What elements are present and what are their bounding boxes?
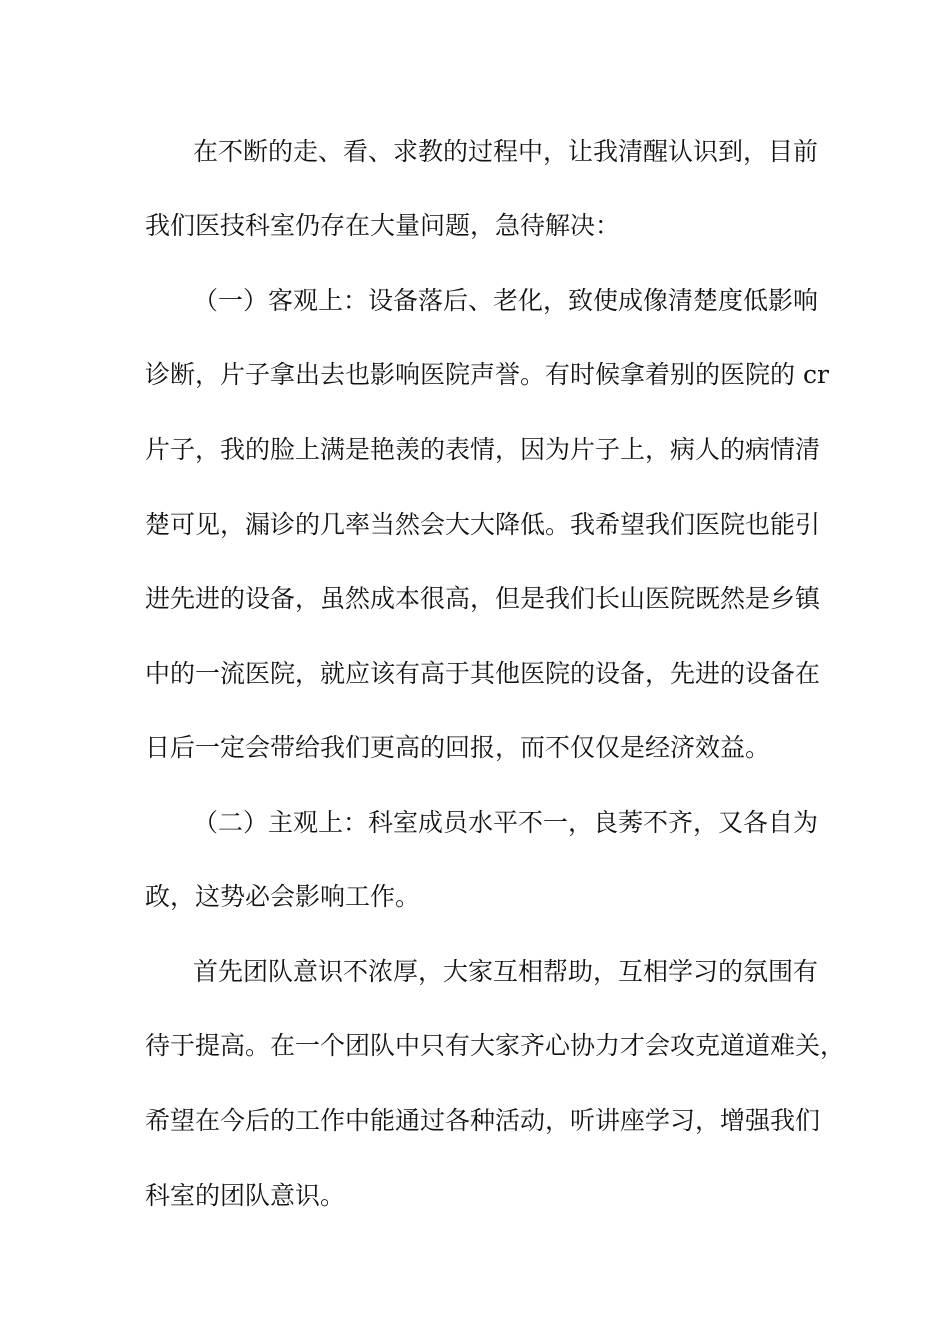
text-line: 楚可见，漏诊的几率当然会大大降低。我希望我们医院也能引 [145, 510, 821, 539]
text-line: 进先进的设备，虽然成本很高，但是我们长山医院既然是乡镇 [145, 584, 821, 613]
text-line: （一）客观上：设备落后、老化，致使成像清楚度低影响 [193, 286, 819, 315]
text-line: 在不断的走、看、求教的过程中，让我清醒认识到，目前 [193, 137, 819, 166]
text-line: 希望在今后的工作中能通过各种活动，听讲座学习，增强我们 [145, 1106, 821, 1135]
text-line: 诊断，片子拿出去也影响医院声誉。有时候拿着别的医院的 cr [145, 360, 829, 389]
text-line: 首先团队意识不浓厚，大家互相帮助，互相学习的氛围有 [193, 957, 819, 986]
text-line: 日后一定会带给我们更高的回报，而不仅仅是经济效益。 [145, 733, 771, 762]
text-line: 待于提高。在一个团队中只有大家齐心协力才会攻克道道难关， [145, 1031, 846, 1060]
text-line: 政，这势必会影响工作。 [145, 882, 421, 911]
text-line: 科室的团队意识。 [145, 1181, 346, 1210]
text-line: （二）主观上：科室成员水平不一，良莠不齐，又各自为 [193, 808, 819, 837]
text-line: 中的一流医院，就应该有高于其他医院的设备，先进的设备在 [145, 659, 821, 688]
text-line: 我们医技科室仍存在大量问题，急待解决： [145, 211, 621, 240]
text-line: 片子，我的脸上满是艳羡的表情，因为片子上，病人的病情清 [145, 435, 821, 464]
